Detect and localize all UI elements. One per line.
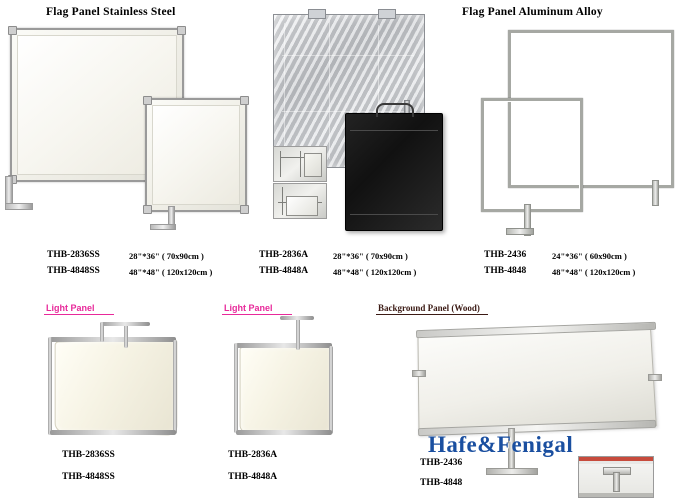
bag-zipper bbox=[350, 214, 438, 215]
section-title-light-panel-left: Light Panel bbox=[46, 303, 95, 313]
light-panel-right-top-rail bbox=[236, 343, 332, 348]
divider-underline bbox=[376, 314, 488, 315]
background-panel-right-arm bbox=[648, 374, 662, 381]
section-title-background-panel-wood: Background Panel (Wood) bbox=[378, 303, 480, 313]
accessory-clamp-stem bbox=[613, 472, 620, 492]
section-title-flag-panel-stainless: Flag Panel Stainless Steel bbox=[46, 6, 176, 18]
light-panel-right-cloth bbox=[240, 345, 333, 435]
brand-watermark: Hafe&Fenigal bbox=[428, 432, 574, 457]
product-code: THB-2836A bbox=[228, 450, 278, 460]
product-code: THB-4848 bbox=[420, 478, 463, 488]
fabric-crease bbox=[282, 55, 414, 56]
product-code: THB-4848SS bbox=[62, 472, 115, 482]
background-panel-base bbox=[486, 468, 538, 475]
panel-mount-bracket bbox=[150, 224, 176, 230]
light-panel-right-side-rail bbox=[234, 343, 238, 433]
detail-thumbnail-bottom bbox=[273, 183, 327, 219]
detail-thumbnail-top bbox=[273, 146, 327, 182]
fabric-crease bbox=[329, 21, 330, 159]
product-code: THB-2436 bbox=[420, 458, 463, 468]
light-panel-right-bottom-rail bbox=[236, 430, 332, 435]
light-panel-right-mount-arm bbox=[296, 316, 300, 350]
light-panel-left-mount-crossbar bbox=[100, 322, 150, 326]
fabric-crease bbox=[284, 23, 285, 157]
product-spec: 48"*48" ( 120x120cm ) bbox=[552, 267, 636, 277]
section-title-flag-panel-aluminum: Flag Panel Aluminum Alloy bbox=[462, 6, 603, 18]
light-panel-left-top-rail bbox=[50, 337, 176, 342]
product-code: THB-2436 bbox=[484, 250, 527, 260]
product-code: THB-4848 bbox=[484, 266, 527, 276]
aluminum-frame-bracket bbox=[506, 228, 534, 235]
product-code: THB-2836SS bbox=[47, 250, 100, 260]
product-spec: 28"*36" ( 70x90cm ) bbox=[333, 251, 408, 261]
light-panel-left-cloth bbox=[55, 338, 178, 435]
product-code: THB-2836SS bbox=[62, 450, 115, 460]
reflector-top-tab bbox=[308, 9, 326, 19]
light-panel-right-side-rail bbox=[329, 346, 333, 434]
bag-handle bbox=[376, 103, 414, 117]
reflector-top-tab bbox=[378, 9, 396, 19]
product-code: THB-2836A bbox=[259, 250, 309, 260]
background-panel-left-arm bbox=[412, 370, 426, 377]
accessory-thumbnail bbox=[578, 456, 654, 498]
product-spec: 28"*36" ( 70x90cm ) bbox=[129, 251, 204, 261]
frame-corner-icon bbox=[143, 96, 152, 105]
product-spec: 48"*48" ( 120x120cm ) bbox=[333, 267, 417, 277]
product-code: THB-4848SS bbox=[47, 266, 100, 276]
product-spec: 48"*48" ( 120x120cm ) bbox=[129, 267, 213, 277]
panel-mount-bracket bbox=[5, 203, 33, 210]
stainless-flag-panel-small bbox=[145, 98, 247, 212]
light-panel-left-side-rail bbox=[48, 337, 52, 435]
aluminum-frame-leg bbox=[652, 180, 659, 206]
light-panel-left-bottom-rail bbox=[50, 430, 176, 435]
divider-underline bbox=[222, 314, 292, 315]
background-panel-wood-surface bbox=[417, 327, 656, 435]
divider-underline bbox=[44, 314, 114, 315]
frame-corner-icon bbox=[240, 96, 249, 105]
light-panel-right-mount-crossbar bbox=[280, 316, 314, 320]
bag-zipper bbox=[350, 130, 438, 131]
light-panel-left-mount-post bbox=[100, 322, 104, 342]
product-spec: 24"*36" ( 60x90cm ) bbox=[552, 251, 627, 261]
product-code: THB-4848A bbox=[228, 472, 278, 482]
frame-corner-icon bbox=[8, 26, 17, 35]
aluminum-frame-small bbox=[481, 98, 583, 212]
frame-corner-icon bbox=[240, 205, 249, 214]
section-title-light-panel-right: Light Panel bbox=[224, 303, 273, 313]
frame-corner-icon bbox=[143, 205, 152, 214]
frame-corner-icon bbox=[177, 26, 186, 35]
product-code: THB-4848A bbox=[259, 266, 309, 276]
carry-bag bbox=[345, 113, 443, 231]
panel-diffusion-fabric bbox=[152, 105, 240, 205]
light-panel-left-side-rail bbox=[173, 340, 177, 434]
